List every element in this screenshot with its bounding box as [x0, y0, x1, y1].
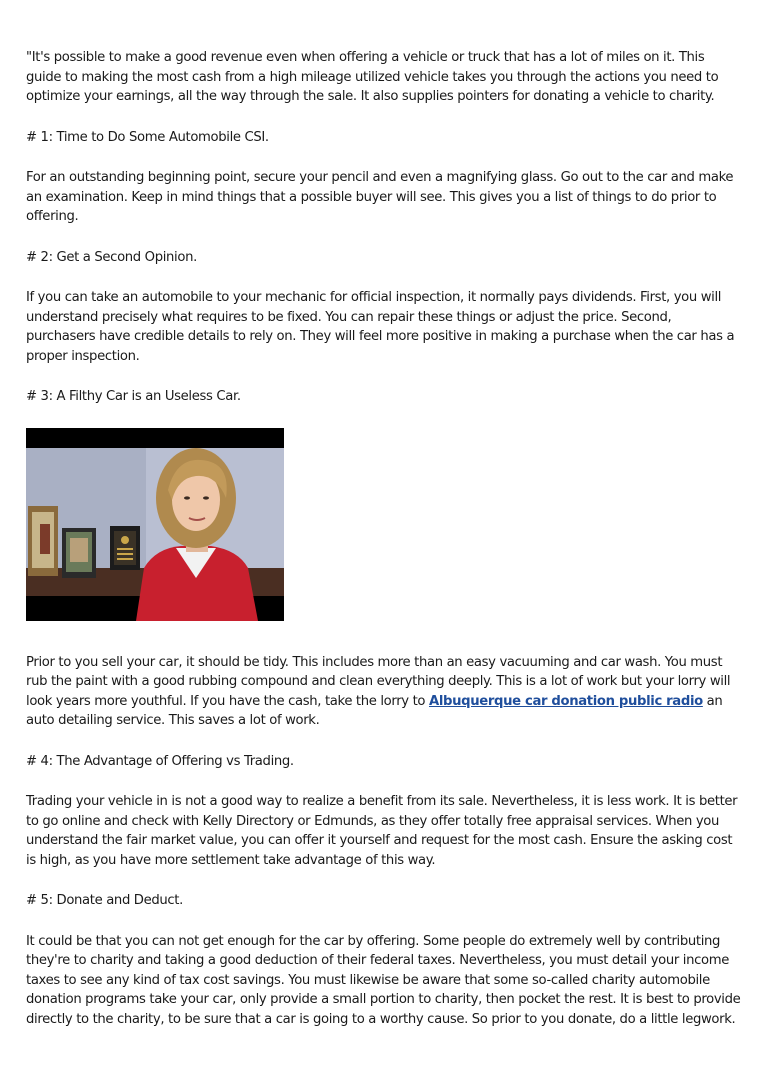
paragraph-3-text-after-link: an auto detailing service. This saves a lot of work. — [26, 693, 723, 728]
heading-4: # 4: The Advantage of Offering vs Trading. — [26, 753, 294, 769]
intro-paragraph: "It's possible to make a good revenue even when offering a vehicle or truck that has a lot of miles on it. This guide to making the most cash from a high mileage utilized vehicle takes you through the actions you need to optimize your earnings, all the way through the sale. It also supplies pointers for donating a vehicle to charity. — [26, 50, 719, 104]
paragraph-1: For an outstanding beginning point, secure your pencil and even a magnifying glass. Go out to the car and make an examination. Keep in mind things that a possible buyer will see. This gives you a list of things to do prior to offering. — [26, 170, 734, 224]
paragraph-5: It could be that you can not get enough for the car by offering. Some people do extremely well by contributing they're to charity and taking a good deduction of their federal taxes. Nevertheless, you must detail your income taxes to see any kind of tax cost savings. You must likewise be aware that some so-called charity automobile donation programs take your car, only provide a small portion to charity, then pocket the rest. It is best to provide directly to the charity, to be sure that a car is going to a worthy cause. So prior to you donate, do a little legwork. — [26, 933, 741, 1027]
embedded-video[interactable] — [26, 428, 284, 621]
paragraph-4: Trading your vehicle in is not a good way to realize a benefit from its sale. Nevertheless, it is less work. It is better to go online and check with Kelly Directory or Edmunds, as they offer totally free appraisal services. When you understand the fair market value, you can offer it yourself and request for the most cash. Ensure the asking cost is high, as you have more settlement take advantage of this way. — [26, 794, 738, 868]
article-body — [26, 48, 742, 1050]
heading-3: # 3: A Filthy Car is an Useless Car. — [26, 389, 241, 404]
paragraph-2: If you can take an automobile to your mechanic for official inspection, it normally pays dividends. First, you will understand precisely what requires to be fixed. You can repair these things or adjust the price. Second, purchasers have credible details to rely on. They will feel more positive in making a purchase when the car has a proper inspection. — [26, 290, 735, 364]
albuquerque-car-donation-link[interactable]: Albuquerque car donation public radio — [428, 693, 703, 709]
heading-5: # 5: Donate and Deduct. — [26, 893, 183, 908]
heading-1: # 1: Time to Do Some Automobile CSI. — [26, 129, 269, 145]
paragraph-3-text-before-link: Prior to you sell your car, it should be tidy. This includes more than an easy vacuuming and car wash. You must rub the paint with a good rubbing compound and clean everything deeply. This is a lot of work but your lorry will look years more youthful. If you have the cash, take the lorry to — [26, 654, 731, 709]
paragraph-3 — [26, 653, 742, 731]
heading-2: # 2: Get a Second Opinion. — [26, 249, 197, 265]
video-still-image — [26, 428, 284, 621]
